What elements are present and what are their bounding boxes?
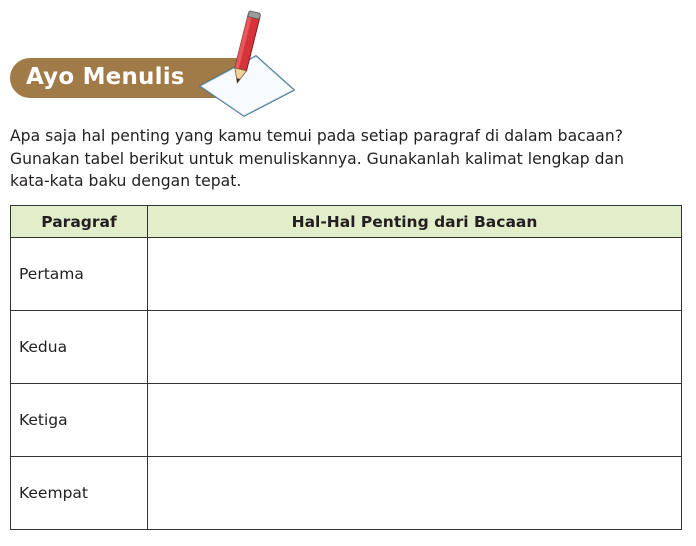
- table-row: [11, 311, 682, 384]
- table-row: [11, 238, 682, 311]
- paragraph-notes-table: [10, 205, 682, 530]
- paragraf-cell: Kedua: [11, 311, 148, 384]
- instruction-text: [10, 125, 690, 193]
- paragraf-cell: Keempat: [11, 457, 148, 530]
- table-row: [11, 384, 682, 457]
- table-row: [11, 457, 682, 530]
- section-title: Ayo Menulis: [26, 64, 185, 90]
- answer-cell[interactable]: [148, 238, 682, 311]
- answer-cell[interactable]: [148, 311, 682, 384]
- answer-cell[interactable]: [148, 384, 682, 457]
- paragraf-cell: Ketiga: [11, 384, 148, 457]
- answer-cell[interactable]: [148, 457, 682, 530]
- pencil-paper-icon: [198, 8, 298, 120]
- paragraf-cell: Pertama: [11, 238, 148, 311]
- column-header-hal-penting: Hal-Hal Penting dari Bacaan: [148, 206, 682, 238]
- instruction-line: Apa saja hal penting yang kamu temui pada setiap paragraf di dalam bacaan?: [10, 127, 623, 145]
- table-header-row: [11, 206, 682, 238]
- instruction-line: Gunakan tabel berikut untuk menuliskannya. Gunakanlah kalimat lengkap dan: [10, 149, 624, 168]
- column-header-paragraf: Paragraf: [11, 206, 148, 238]
- instruction-line: kata-kata baku dengan tepat.: [10, 172, 242, 190]
